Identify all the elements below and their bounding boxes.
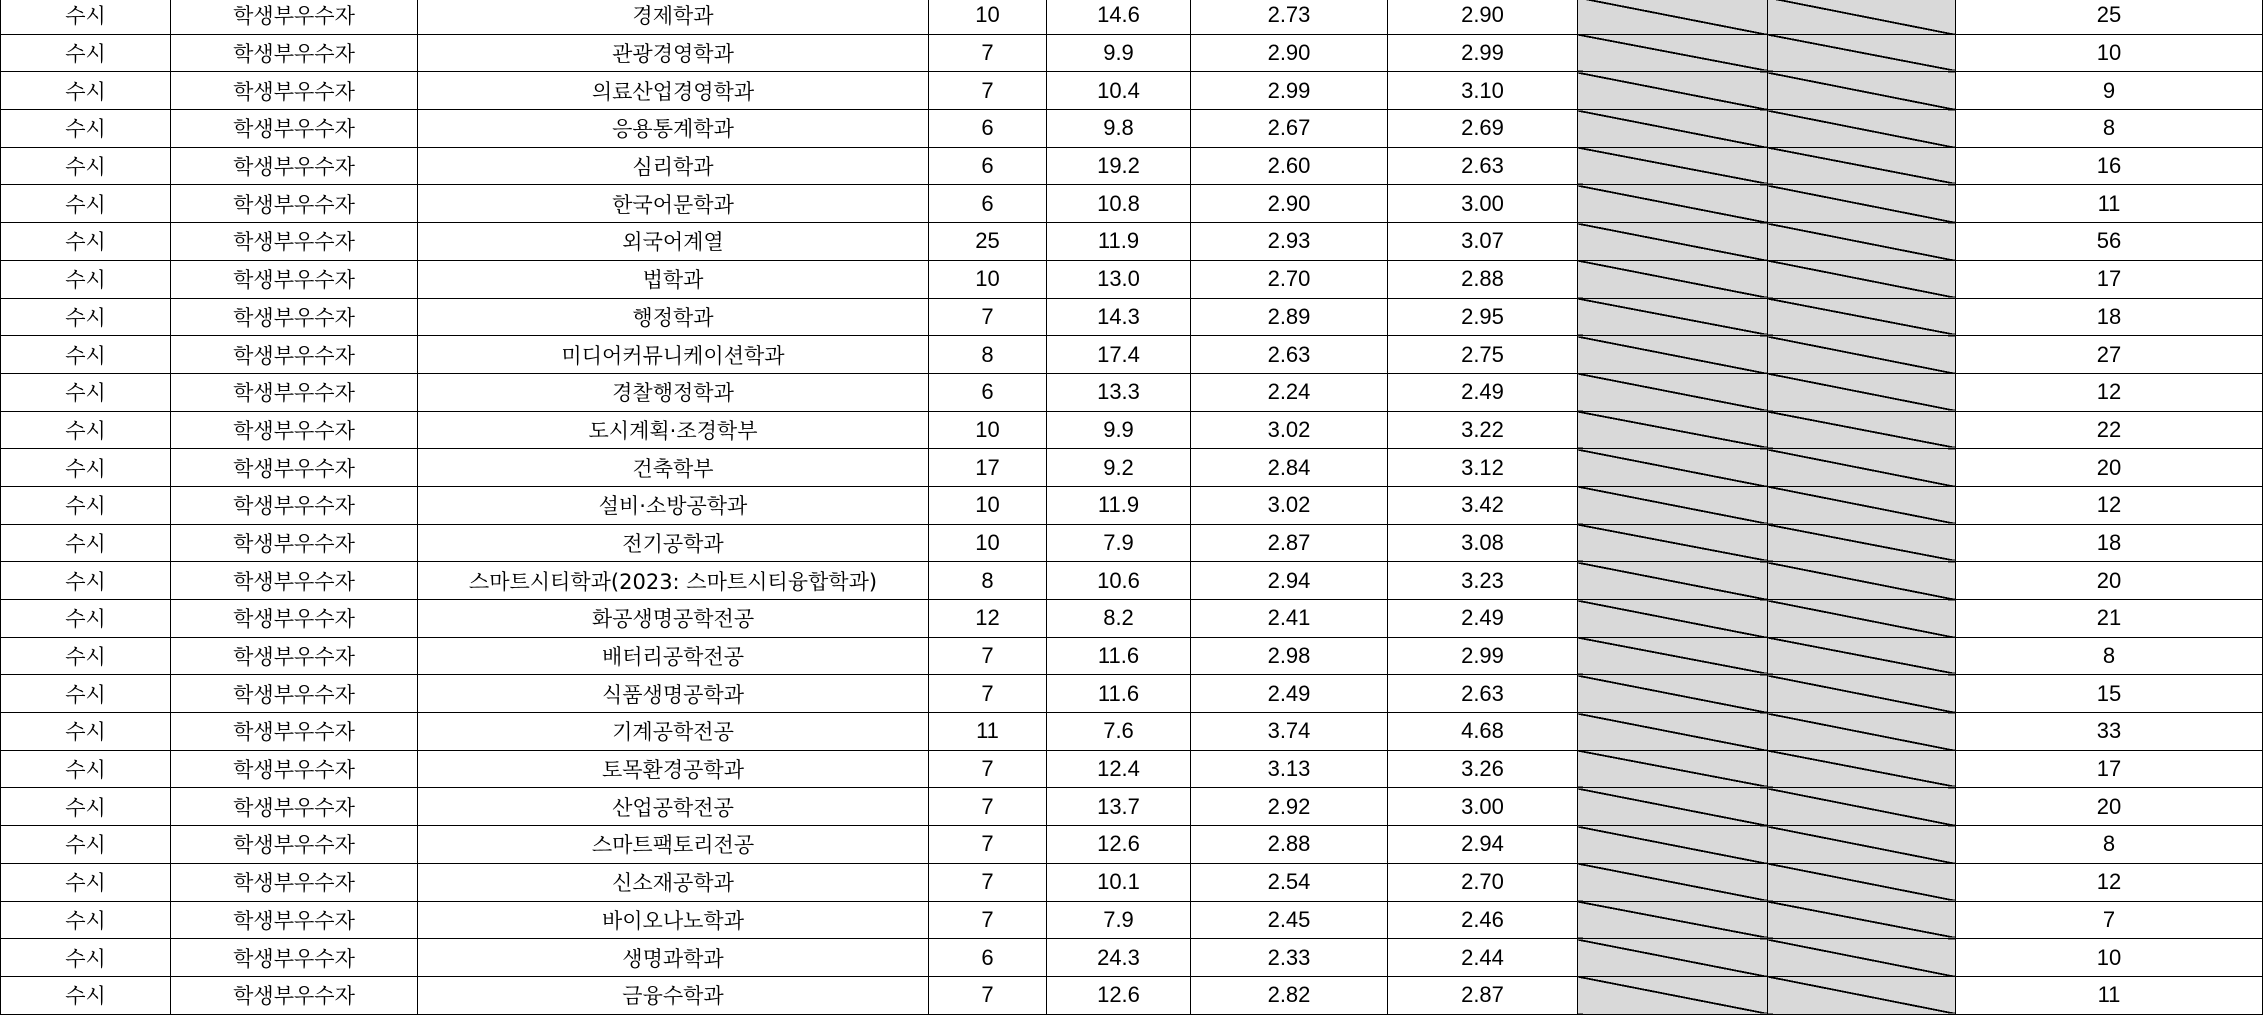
quota-cell[interactable]: 17 xyxy=(929,449,1047,487)
table-body xyxy=(1,0,2263,1014)
table-row xyxy=(1,939,2263,977)
table-row xyxy=(1,863,2263,901)
empty-cell[interactable] xyxy=(1768,0,1956,34)
admission-method-cell[interactable]: 학생부우수자 xyxy=(171,939,418,977)
empty-cell[interactable] xyxy=(1768,600,1956,638)
final-rank-cell[interactable]: 8 xyxy=(1956,637,2263,675)
final-rank-cell[interactable]: 20 xyxy=(1956,562,2263,600)
final-rank-cell[interactable]: 21 xyxy=(1956,600,2263,638)
empty-cell[interactable] xyxy=(1578,336,1768,374)
admission-method-cell[interactable]: 학생부우수자 xyxy=(171,600,418,638)
cutoff-70-cell[interactable]: 3.07 xyxy=(1388,223,1578,261)
final-rank-cell[interactable]: 20 xyxy=(1956,449,2263,487)
table-row xyxy=(1,147,2263,185)
competition-rate-cell[interactable]: 10.8 xyxy=(1047,185,1191,223)
empty-cell[interactable] xyxy=(1768,298,1956,336)
admission-method-cell[interactable]: 학생부우수자 xyxy=(171,0,418,34)
admission-type-cell[interactable]: 수시 xyxy=(1,185,171,223)
department-cell[interactable]: 도시계획·조경학부 xyxy=(418,411,929,449)
quota-cell[interactable]: 6 xyxy=(929,147,1047,185)
quota-cell[interactable]: 12 xyxy=(929,600,1047,638)
admission-type-cell[interactable]: 수시 xyxy=(1,449,171,487)
quota-cell[interactable]: 7 xyxy=(929,826,1047,864)
admission-type-cell[interactable]: 수시 xyxy=(1,976,171,1014)
table-row xyxy=(1,713,2263,751)
empty-cell[interactable] xyxy=(1768,637,1956,675)
admission-type-cell[interactable]: 수시 xyxy=(1,939,171,977)
quota-cell[interactable]: 8 xyxy=(929,562,1047,600)
competition-rate-cell[interactable]: 8.2 xyxy=(1047,600,1191,638)
competition-rate-cell[interactable]: 13.0 xyxy=(1047,260,1191,298)
average-grade-cell[interactable]: 2.99 xyxy=(1191,72,1388,110)
admission-method-cell[interactable]: 학생부우수자 xyxy=(171,185,418,223)
admission-method-cell[interactable]: 학생부우수자 xyxy=(171,449,418,487)
final-rank-cell[interactable]: 18 xyxy=(1956,524,2263,562)
final-rank-cell[interactable]: 12 xyxy=(1956,863,2263,901)
admission-method-cell[interactable]: 학생부우수자 xyxy=(171,72,418,110)
table-row xyxy=(1,486,2263,524)
final-rank-cell[interactable]: 17 xyxy=(1956,260,2263,298)
average-grade-cell[interactable]: 2.94 xyxy=(1191,562,1388,600)
competition-rate-cell[interactable]: 24.3 xyxy=(1047,939,1191,977)
quota-cell[interactable]: 10 xyxy=(929,0,1047,34)
final-rank-cell[interactable]: 10 xyxy=(1956,939,2263,977)
table-row xyxy=(1,336,2263,374)
cutoff-70-cell[interactable]: 3.42 xyxy=(1388,486,1578,524)
final-rank-cell[interactable]: 20 xyxy=(1956,788,2263,826)
competition-rate-cell[interactable]: 11.9 xyxy=(1047,223,1191,261)
admission-type-cell[interactable]: 수시 xyxy=(1,750,171,788)
empty-cell[interactable] xyxy=(1768,223,1956,261)
average-grade-cell[interactable]: 2.98 xyxy=(1191,637,1388,675)
admission-method-cell[interactable]: 학생부우수자 xyxy=(171,298,418,336)
empty-cell[interactable] xyxy=(1768,524,1956,562)
empty-cell[interactable] xyxy=(1578,637,1768,675)
admission-type-cell[interactable]: 수시 xyxy=(1,637,171,675)
final-rank-cell[interactable]: 11 xyxy=(1956,185,2263,223)
admission-method-cell[interactable]: 학생부우수자 xyxy=(171,901,418,939)
empty-cell[interactable] xyxy=(1768,939,1956,977)
admission-method-cell[interactable]: 학생부우수자 xyxy=(171,675,418,713)
average-grade-cell[interactable]: 2.49 xyxy=(1191,675,1388,713)
cutoff-70-cell[interactable]: 2.75 xyxy=(1388,336,1578,374)
quota-cell[interactable]: 10 xyxy=(929,260,1047,298)
admission-type-cell[interactable]: 수시 xyxy=(1,600,171,638)
empty-cell[interactable] xyxy=(1768,449,1956,487)
final-rank-cell[interactable]: 18 xyxy=(1956,298,2263,336)
empty-cell[interactable] xyxy=(1768,901,1956,939)
admission-method-cell[interactable]: 학생부우수자 xyxy=(171,223,418,261)
department-cell[interactable]: 전기공학과 xyxy=(418,524,929,562)
table-row xyxy=(1,34,2263,72)
average-grade-cell[interactable]: 2.82 xyxy=(1191,976,1388,1014)
empty-cell[interactable] xyxy=(1768,562,1956,600)
table-row xyxy=(1,826,2263,864)
department-cell[interactable]: 법학과 xyxy=(418,260,929,298)
empty-cell[interactable] xyxy=(1578,298,1768,336)
table-row xyxy=(1,110,2263,148)
average-grade-cell[interactable]: 2.54 xyxy=(1191,863,1388,901)
empty-cell[interactable] xyxy=(1578,863,1768,901)
department-cell[interactable]: 토목환경공학과 xyxy=(418,750,929,788)
empty-cell[interactable] xyxy=(1578,373,1768,411)
admission-method-cell[interactable]: 학생부우수자 xyxy=(171,373,418,411)
empty-cell[interactable] xyxy=(1768,34,1956,72)
table-row xyxy=(1,373,2263,411)
admission-type-cell[interactable]: 수시 xyxy=(1,298,171,336)
department-cell[interactable]: 스마트팩토리전공 xyxy=(418,826,929,864)
competition-rate-cell[interactable]: 14.3 xyxy=(1047,298,1191,336)
empty-cell[interactable] xyxy=(1578,750,1768,788)
quota-cell[interactable]: 6 xyxy=(929,939,1047,977)
average-grade-cell[interactable]: 2.90 xyxy=(1191,185,1388,223)
average-grade-cell[interactable]: 2.41 xyxy=(1191,600,1388,638)
cutoff-70-cell[interactable]: 2.69 xyxy=(1388,110,1578,148)
department-cell[interactable]: 생명과학과 xyxy=(418,939,929,977)
department-cell[interactable]: 의료산업경영학과 xyxy=(418,72,929,110)
final-rank-cell[interactable]: 7 xyxy=(1956,901,2263,939)
quota-cell[interactable]: 7 xyxy=(929,863,1047,901)
admission-type-cell[interactable]: 수시 xyxy=(1,826,171,864)
table-row xyxy=(1,600,2263,638)
empty-cell[interactable] xyxy=(1768,486,1956,524)
empty-cell[interactable] xyxy=(1768,336,1956,374)
empty-cell[interactable] xyxy=(1768,72,1956,110)
quota-cell[interactable]: 7 xyxy=(929,976,1047,1014)
quota-cell[interactable]: 7 xyxy=(929,750,1047,788)
final-rank-cell[interactable]: 56 xyxy=(1956,223,2263,261)
final-rank-cell[interactable]: 11 xyxy=(1956,976,2263,1014)
competition-rate-cell[interactable]: 17.4 xyxy=(1047,336,1191,374)
quota-cell[interactable]: 7 xyxy=(929,901,1047,939)
empty-cell[interactable] xyxy=(1578,788,1768,826)
empty-cell[interactable] xyxy=(1768,185,1956,223)
admission-method-cell[interactable]: 학생부우수자 xyxy=(171,788,418,826)
department-cell[interactable]: 관광경영학과 xyxy=(418,34,929,72)
admission-type-cell[interactable]: 수시 xyxy=(1,863,171,901)
admission-type-cell[interactable]: 수시 xyxy=(1,411,171,449)
competition-rate-cell[interactable]: 10.4 xyxy=(1047,72,1191,110)
final-rank-cell[interactable]: 9 xyxy=(1956,72,2263,110)
empty-cell[interactable] xyxy=(1578,110,1768,148)
empty-cell[interactable] xyxy=(1768,976,1956,1014)
department-cell[interactable]: 행정학과 xyxy=(418,298,929,336)
competition-rate-cell[interactable]: 10.6 xyxy=(1047,562,1191,600)
cutoff-70-cell[interactable]: 2.63 xyxy=(1388,147,1578,185)
average-grade-cell[interactable]: 2.92 xyxy=(1191,788,1388,826)
quota-cell[interactable]: 6 xyxy=(929,110,1047,148)
final-rank-cell[interactable]: 8 xyxy=(1956,110,2263,148)
admission-method-cell[interactable]: 학생부우수자 xyxy=(171,863,418,901)
admission-type-cell[interactable]: 수시 xyxy=(1,788,171,826)
quota-cell[interactable]: 7 xyxy=(929,637,1047,675)
admission-method-cell[interactable]: 학생부우수자 xyxy=(171,147,418,185)
cutoff-70-cell[interactable]: 2.44 xyxy=(1388,939,1578,977)
cutoff-70-cell[interactable]: 2.99 xyxy=(1388,34,1578,72)
competition-rate-cell[interactable]: 12.4 xyxy=(1047,750,1191,788)
empty-cell[interactable] xyxy=(1768,788,1956,826)
average-grade-cell[interactable]: 3.02 xyxy=(1191,411,1388,449)
department-cell[interactable]: 기계공학전공 xyxy=(418,713,929,751)
empty-cell[interactable] xyxy=(1768,147,1956,185)
department-cell[interactable]: 신소재공학과 xyxy=(418,863,929,901)
table-row xyxy=(1,449,2263,487)
table-row xyxy=(1,675,2263,713)
cutoff-70-cell[interactable]: 3.12 xyxy=(1388,449,1578,487)
empty-cell[interactable] xyxy=(1578,600,1768,638)
admission-method-cell[interactable]: 학생부우수자 xyxy=(171,336,418,374)
average-grade-cell[interactable]: 2.60 xyxy=(1191,147,1388,185)
cutoff-70-cell[interactable]: 2.46 xyxy=(1388,901,1578,939)
average-grade-cell[interactable]: 3.13 xyxy=(1191,750,1388,788)
table-row xyxy=(1,260,2263,298)
final-rank-cell[interactable]: 17 xyxy=(1956,750,2263,788)
empty-cell[interactable] xyxy=(1578,562,1768,600)
empty-cell[interactable] xyxy=(1578,147,1768,185)
table-row xyxy=(1,788,2263,826)
admission-method-cell[interactable]: 학생부우수자 xyxy=(171,110,418,148)
empty-cell[interactable] xyxy=(1578,0,1768,34)
final-rank-cell[interactable]: 25 xyxy=(1956,0,2263,34)
admission-type-cell[interactable]: 수시 xyxy=(1,713,171,751)
empty-cell[interactable] xyxy=(1578,486,1768,524)
table-row xyxy=(1,524,2263,562)
table-row xyxy=(1,185,2263,223)
cutoff-70-cell[interactable]: 2.95 xyxy=(1388,298,1578,336)
final-rank-cell[interactable]: 10 xyxy=(1956,34,2263,72)
table-row xyxy=(1,223,2263,261)
admission-type-cell[interactable]: 수시 xyxy=(1,0,171,34)
empty-cell[interactable] xyxy=(1768,713,1956,751)
admission-type-cell[interactable]: 수시 xyxy=(1,260,171,298)
competition-rate-cell[interactable]: 13.3 xyxy=(1047,373,1191,411)
cutoff-70-cell[interactable]: 2.87 xyxy=(1388,976,1578,1014)
competition-rate-cell[interactable]: 9.8 xyxy=(1047,110,1191,148)
department-cell[interactable]: 바이오나노학과 xyxy=(418,901,929,939)
empty-cell[interactable] xyxy=(1768,750,1956,788)
empty-cell[interactable] xyxy=(1578,675,1768,713)
admission-type-cell[interactable]: 수시 xyxy=(1,901,171,939)
department-cell[interactable]: 금융수학과 xyxy=(418,976,929,1014)
final-rank-cell[interactable]: 22 xyxy=(1956,411,2263,449)
average-grade-cell[interactable]: 2.24 xyxy=(1191,373,1388,411)
final-rank-cell[interactable]: 12 xyxy=(1956,486,2263,524)
table-row xyxy=(1,72,2263,110)
final-rank-cell[interactable]: 33 xyxy=(1956,713,2263,751)
admission-type-cell[interactable]: 수시 xyxy=(1,524,171,562)
admission-method-cell[interactable]: 학생부우수자 xyxy=(171,411,418,449)
department-cell[interactable]: 경찰행정학과 xyxy=(418,373,929,411)
admission-type-cell[interactable]: 수시 xyxy=(1,34,171,72)
admission-method-cell[interactable]: 학생부우수자 xyxy=(171,524,418,562)
admission-method-cell[interactable]: 학생부우수자 xyxy=(171,750,418,788)
admission-method-cell[interactable]: 학생부우수자 xyxy=(171,826,418,864)
cutoff-70-cell[interactable]: 3.00 xyxy=(1388,185,1578,223)
quota-cell[interactable]: 8 xyxy=(929,336,1047,374)
department-cell[interactable]: 외국어계열 xyxy=(418,223,929,261)
cutoff-70-cell[interactable]: 3.08 xyxy=(1388,524,1578,562)
admission-method-cell[interactable]: 학생부우수자 xyxy=(171,486,418,524)
table-row xyxy=(1,562,2263,600)
average-grade-cell[interactable]: 2.73 xyxy=(1191,0,1388,34)
average-grade-cell[interactable]: 2.90 xyxy=(1191,34,1388,72)
empty-cell[interactable] xyxy=(1578,901,1768,939)
quota-cell[interactable]: 25 xyxy=(929,223,1047,261)
competition-rate-cell[interactable]: 7.6 xyxy=(1047,713,1191,751)
department-cell[interactable]: 한국어문학과 xyxy=(418,185,929,223)
competition-rate-cell[interactable]: 9.9 xyxy=(1047,411,1191,449)
competition-rate-cell[interactable]: 11.6 xyxy=(1047,637,1191,675)
department-cell[interactable]: 경제학과 xyxy=(418,0,929,34)
empty-cell[interactable] xyxy=(1578,524,1768,562)
competition-rate-cell[interactable]: 12.6 xyxy=(1047,826,1191,864)
competition-rate-cell[interactable]: 11.6 xyxy=(1047,675,1191,713)
table-row xyxy=(1,0,2263,34)
competition-rate-cell[interactable]: 9.9 xyxy=(1047,34,1191,72)
quota-cell[interactable]: 6 xyxy=(929,185,1047,223)
empty-cell[interactable] xyxy=(1578,260,1768,298)
quota-cell[interactable]: 7 xyxy=(929,34,1047,72)
department-cell[interactable]: 산업공학전공 xyxy=(418,788,929,826)
quota-cell[interactable]: 10 xyxy=(929,411,1047,449)
cutoff-70-cell[interactable]: 3.00 xyxy=(1388,788,1578,826)
admission-method-cell[interactable]: 학생부우수자 xyxy=(171,976,418,1014)
average-grade-cell[interactable]: 2.87 xyxy=(1191,524,1388,562)
admission-type-cell[interactable]: 수시 xyxy=(1,562,171,600)
department-cell[interactable]: 건축학부 xyxy=(418,449,929,487)
quota-cell[interactable]: 7 xyxy=(929,675,1047,713)
quota-cell[interactable]: 7 xyxy=(929,298,1047,336)
cutoff-70-cell[interactable]: 2.99 xyxy=(1388,637,1578,675)
average-grade-cell[interactable]: 2.93 xyxy=(1191,223,1388,261)
competition-rate-cell[interactable]: 10.1 xyxy=(1047,863,1191,901)
competition-rate-cell[interactable]: 19.2 xyxy=(1047,147,1191,185)
admission-type-cell[interactable]: 수시 xyxy=(1,72,171,110)
average-grade-cell[interactable]: 2.88 xyxy=(1191,826,1388,864)
table-row xyxy=(1,976,2263,1014)
empty-cell[interactable] xyxy=(1768,411,1956,449)
table-row xyxy=(1,637,2263,675)
competition-rate-cell[interactable]: 12.6 xyxy=(1047,976,1191,1014)
admission-type-cell[interactable]: 수시 xyxy=(1,336,171,374)
final-rank-cell[interactable]: 16 xyxy=(1956,147,2263,185)
competition-rate-cell[interactable]: 7.9 xyxy=(1047,901,1191,939)
average-grade-cell[interactable]: 2.33 xyxy=(1191,939,1388,977)
cutoff-70-cell[interactable]: 4.68 xyxy=(1388,713,1578,751)
average-grade-cell[interactable]: 3.74 xyxy=(1191,713,1388,751)
admission-method-cell[interactable]: 학생부우수자 xyxy=(171,260,418,298)
cutoff-70-cell[interactable]: 2.49 xyxy=(1388,600,1578,638)
average-grade-cell[interactable]: 2.84 xyxy=(1191,449,1388,487)
empty-cell[interactable] xyxy=(1768,863,1956,901)
empty-cell[interactable] xyxy=(1578,411,1768,449)
cutoff-70-cell[interactable]: 2.49 xyxy=(1388,373,1578,411)
average-grade-cell[interactable]: 3.02 xyxy=(1191,486,1388,524)
table-row xyxy=(1,750,2263,788)
competition-rate-cell[interactable]: 9.2 xyxy=(1047,449,1191,487)
admission-type-cell[interactable]: 수시 xyxy=(1,373,171,411)
admission-method-cell[interactable]: 학생부우수자 xyxy=(171,713,418,751)
empty-cell[interactable] xyxy=(1578,72,1768,110)
cutoff-70-cell[interactable]: 3.10 xyxy=(1388,72,1578,110)
admission-method-cell[interactable]: 학생부우수자 xyxy=(171,562,418,600)
department-cell[interactable]: 설비·소방공학과 xyxy=(418,486,929,524)
average-grade-cell[interactable]: 2.67 xyxy=(1191,110,1388,148)
cutoff-70-cell[interactable]: 2.90 xyxy=(1388,0,1578,34)
quota-cell[interactable]: 10 xyxy=(929,524,1047,562)
department-cell[interactable]: 미디어커뮤니케이션학과 xyxy=(418,336,929,374)
cutoff-70-cell[interactable]: 3.26 xyxy=(1388,750,1578,788)
table-row xyxy=(1,298,2263,336)
competition-rate-cell[interactable]: 14.6 xyxy=(1047,0,1191,34)
empty-cell[interactable] xyxy=(1768,110,1956,148)
department-cell[interactable]: 배터리공학전공 xyxy=(418,637,929,675)
competition-rate-cell[interactable]: 11.9 xyxy=(1047,486,1191,524)
empty-cell[interactable] xyxy=(1578,826,1768,864)
table-row xyxy=(1,901,2263,939)
final-rank-cell[interactable]: 27 xyxy=(1956,336,2263,374)
cutoff-70-cell[interactable]: 2.63 xyxy=(1388,675,1578,713)
cutoff-70-cell[interactable]: 3.23 xyxy=(1388,562,1578,600)
empty-cell[interactable] xyxy=(1578,976,1768,1014)
department-cell[interactable]: 화공생명공학전공 xyxy=(418,600,929,638)
average-grade-cell[interactable]: 2.89 xyxy=(1191,298,1388,336)
cutoff-70-cell[interactable]: 2.88 xyxy=(1388,260,1578,298)
department-cell[interactable]: 응용통계학과 xyxy=(418,110,929,148)
empty-cell[interactable] xyxy=(1578,939,1768,977)
quota-cell[interactable]: 10 xyxy=(929,486,1047,524)
admission-type-cell[interactable]: 수시 xyxy=(1,486,171,524)
empty-cell[interactable] xyxy=(1768,260,1956,298)
average-grade-cell[interactable]: 2.70 xyxy=(1191,260,1388,298)
final-rank-cell[interactable]: 12 xyxy=(1956,373,2263,411)
empty-cell[interactable] xyxy=(1578,713,1768,751)
average-grade-cell[interactable]: 2.45 xyxy=(1191,901,1388,939)
department-cell[interactable]: 스마트시티학과(2023: 스마트시티융합학과) xyxy=(418,562,929,600)
cutoff-70-cell[interactable]: 3.22 xyxy=(1388,411,1578,449)
empty-cell[interactable] xyxy=(1768,675,1956,713)
admission-type-cell[interactable]: 수시 xyxy=(1,675,171,713)
empty-cell[interactable] xyxy=(1578,34,1768,72)
quota-cell[interactable]: 6 xyxy=(929,373,1047,411)
competition-rate-cell[interactable]: 7.9 xyxy=(1047,524,1191,562)
admission-type-cell[interactable]: 수시 xyxy=(1,110,171,148)
empty-cell[interactable] xyxy=(1578,223,1768,261)
admission-method-cell[interactable]: 학생부우수자 xyxy=(171,637,418,675)
empty-cell[interactable] xyxy=(1768,826,1956,864)
empty-cell[interactable] xyxy=(1578,449,1768,487)
quota-cell[interactable]: 11 xyxy=(929,713,1047,751)
department-cell[interactable]: 식품생명공학과 xyxy=(418,675,929,713)
empty-cell[interactable] xyxy=(1768,373,1956,411)
competition-rate-cell[interactable]: 13.7 xyxy=(1047,788,1191,826)
department-cell[interactable]: 심리학과 xyxy=(418,147,929,185)
empty-cell[interactable] xyxy=(1578,185,1768,223)
quota-cell[interactable]: 7 xyxy=(929,72,1047,110)
average-grade-cell[interactable]: 2.63 xyxy=(1191,336,1388,374)
cutoff-70-cell[interactable]: 2.70 xyxy=(1388,863,1578,901)
final-rank-cell[interactable]: 15 xyxy=(1956,675,2263,713)
admission-type-cell[interactable]: 수시 xyxy=(1,147,171,185)
quota-cell[interactable]: 7 xyxy=(929,788,1047,826)
final-rank-cell[interactable]: 8 xyxy=(1956,826,2263,864)
admission-method-cell[interactable]: 학생부우수자 xyxy=(171,34,418,72)
cutoff-70-cell[interactable]: 2.94 xyxy=(1388,826,1578,864)
admission-type-cell[interactable]: 수시 xyxy=(1,223,171,261)
table-row xyxy=(1,411,2263,449)
